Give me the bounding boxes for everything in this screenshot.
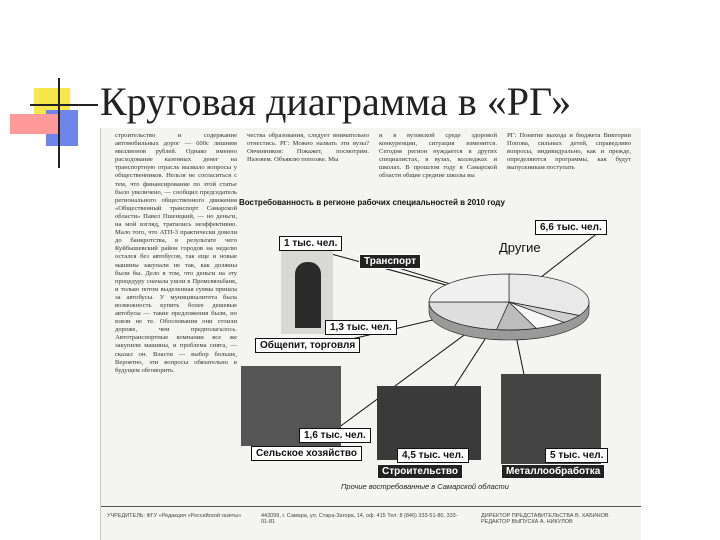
- footer-mid: 443099, г. Самара, ул. Стара-Загора, 14, оф. 415 Тел: 8 (846) 333-51-80, 333-01-81: [261, 513, 458, 525]
- decor-line-horizontal: [30, 104, 98, 106]
- footer-right: ДИРЕКТОР ПРЕДСТАВИТЕЛЬСТВА В. ХАБИНОВ РЕДАКТОР ВЫПУСКА А. НИКУЛОВ: [481, 513, 609, 525]
- article-column-4: РГ: Понятие выхода и бюджета Виктории Попова, сильных детей, справедливо вопросы, индивидуально, как и прежде, определяются программы, как будут выпускникам поступать: [507, 132, 631, 172]
- pie-slices: [429, 274, 589, 340]
- article-column-1: строительство и содержание автомобильных дорог — 600с лишним миллионов рублей. Однако именно расходование казенных денег на транспортную отрасль вызвало вопросы у общественников. Нельзя не согласиться с тем, что финансирование по этой статье было увеличено, — сообщил председатель регионального общественного движения «Общественный транспорт Самарской области» Павел Пшенцкий, — но деньги, на мой взгляд, тратились неэффективно. Мало того, что АТП-3 практически довели до банкротства, в результате чего Куйбышевский район городов на неделю остался без автобусов, так еще и новые машины закупали не так, как должны были бы. Дело в том, что деньги на эту процедуру сначала ушли в Промсвязьбанк, и только потом выделенная сумма пришла за автобусы. У муниципалитета была возможность купить более дешевые автобусы — такие предложения были, но взяли не те. Обоснования они стоили дороже, чем предполагалось. Автотранспортные компании все же закупили машины, и проблема снята, — сказал он. Власти — выбор больше, Вероятно, эти вопросы обязательно в будущем обговорить.: [115, 132, 237, 374]
- chart-title: Востребованность в регионе рабочих специальностей в 2010 году: [239, 198, 505, 207]
- label-agriculture-value: 1,6 тыс. чел.: [299, 428, 371, 443]
- pie-slice-5: [429, 274, 509, 302]
- label-transport-value: 1 тыс. чел.: [279, 236, 342, 251]
- article-column-2: чества образования, следует внимательно отнестись. РГ: Можно назвать эти вузы? Овчинников: Покажет, посмотрим. Назовем. Объявлю попозже. Мы: [247, 132, 369, 164]
- label-construction-value: 4,5 тыс. чел.: [397, 448, 469, 463]
- label-metalwork-value: 5 тыс. чел.: [545, 448, 608, 463]
- label-catering-name: Общепит, торговля: [255, 338, 360, 353]
- chart-caption: Прочие востребованные в Самарской области: [341, 482, 509, 491]
- label-other-name: Другие: [499, 240, 541, 255]
- label-construction-name: Строительство: [377, 464, 463, 479]
- decor-square-red: [10, 114, 60, 134]
- label-metalwork-name: Металлообработка: [501, 464, 605, 479]
- newspaper-footer: [101, 506, 641, 540]
- label-catering-value: 1,3 тыс. чел.: [325, 320, 397, 335]
- label-transport-name: Транспорт: [359, 254, 421, 269]
- decor-line-vertical: [58, 78, 60, 168]
- slide-title: Круговая диаграмма в «РГ»: [100, 79, 572, 124]
- newspaper-scan: [100, 128, 641, 540]
- label-other-value: 6,6 тыс. чел.: [535, 220, 607, 235]
- article-column-3: и в вузовской среде здоровой конкуренции, ситуация изменится. Сегодня регион нуждается в других специалистах, в вузах, колледжах и школах. В прошлом году в Самарской области общие средние школы вы: [379, 132, 497, 180]
- label-agriculture-name: Сельское хозяйство: [251, 446, 362, 461]
- footer-left: УЧРЕДИТЕЛЬ: ФГУ «Редакция «Российской газеты»: [107, 513, 242, 519]
